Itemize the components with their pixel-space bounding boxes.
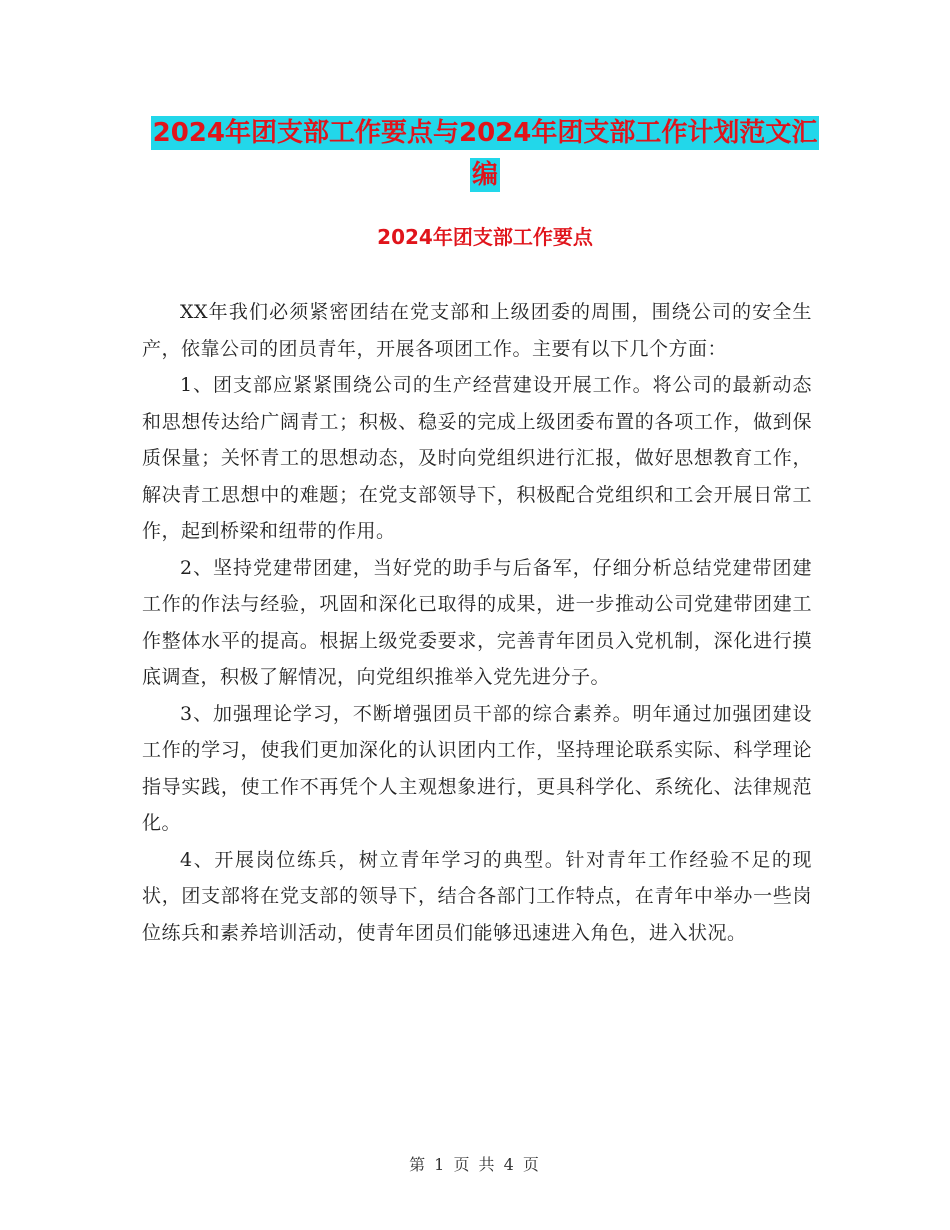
paragraph-item-4: 4、开展岗位练兵，树立青年学习的典型。针对青年工作经验不足的现状，团支部将在党支部的领导下，结合各部门工作特点，在青年中举办一些岗位练兵和素养培训活动，使青年团员们能够迅速进入角色，进入状况。 [142,848,812,944]
page-footer: 第 1 页 共 4 页 [409,1155,541,1174]
paragraph-intro: XX年我们必须紧密团结在党支部和上级团委的周围，围绕公司的安全生产，依靠公司的团员青年，开展各项团工作。主要有以下几个方面： [142,301,812,360]
document-title-highlight: 2024年团支部工作要点与2024年团支部工作计划范文汇编 [152,118,818,190]
section-heading: 2024年团支部工作要点 [377,225,593,249]
document-body [142,294,812,951]
document-title [140,112,830,196]
paragraph-item-3: 3、加强理论学习，不断增强团员干部的综合素养。明年通过加强团建设工作的学习，使我们更加深化的认识团内工作，坚持理论联系实际、科学理论指导实践，使工作不再凭个人主观想象进行，更具科学化、系统化、法律规范化。 [142,702,812,834]
paragraph-item-2: 2、坚持党建带团建，当好党的助手与后备军，仔细分析总结党建带团建工作的作法与经验，巩固和深化已取得的成果，进一步推动公司党建带团建工作整体水平的提高。根据上级党委要求，完善青年团员入党机制，深化进行摸底调查，积极了解情况，向党组织推举入党先进分子。 [142,556,812,688]
paragraph-item-1: 1、团支部应紧紧围绕公司的生产经营建设开展工作。将公司的最新动态和思想传达给广阔青工；积极、稳妥的完成上级团委布置的各项工作，做到保质保量；关怀青工的思想动态，及时向党组织进行汇报，做好思想教育工作，解决青工思想中的难题；在党支部领导下，积极配合党组织和工会开展日常工作，起到桥梁和纽带的作用。 [142,374,812,542]
